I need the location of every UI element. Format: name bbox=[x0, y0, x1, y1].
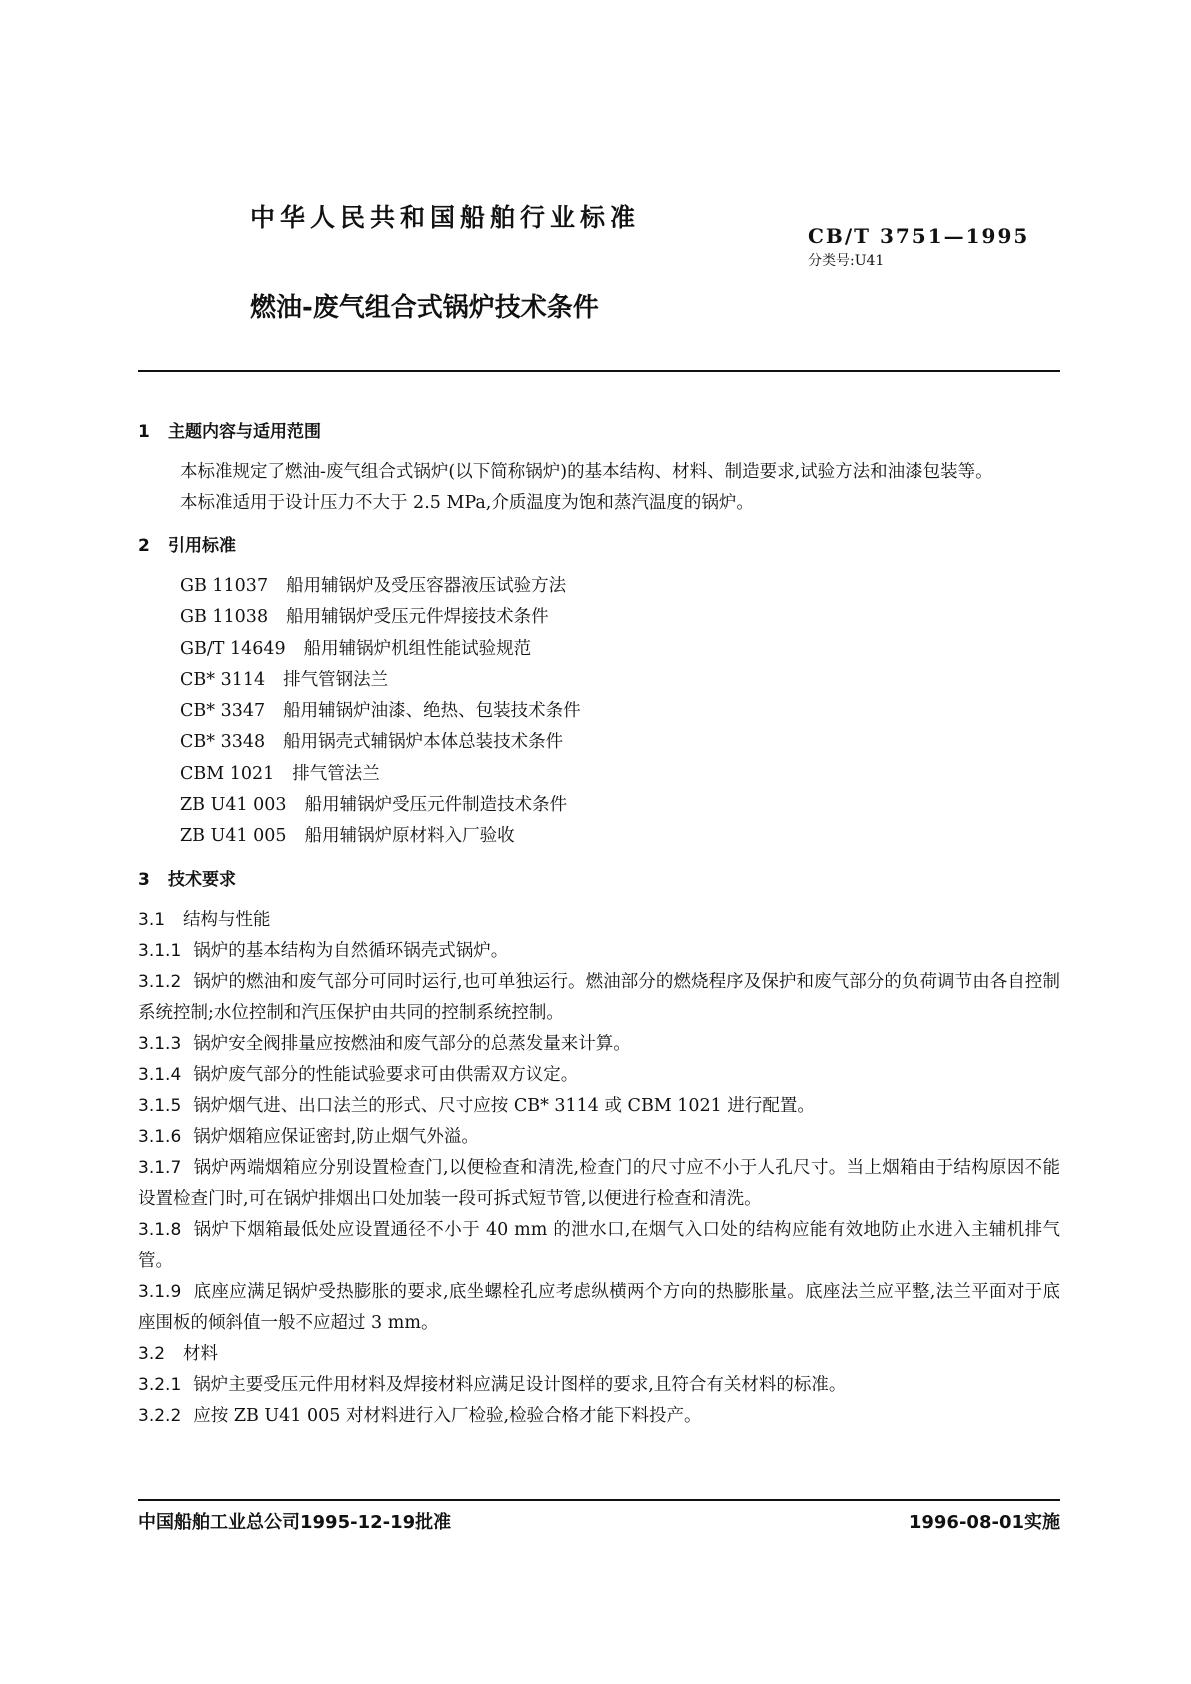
clause-text: 锅炉下烟箱最低处应设置通径不小于 40 mm 的泄水口,在烟气入口处的结构应能有效地防止水进入主辅机排气管。 bbox=[138, 1219, 1060, 1271]
section-title: 主题内容与适用范围 bbox=[168, 422, 321, 442]
clause bbox=[138, 1029, 1060, 1060]
reference-name: 船用辅锅炉机组性能试验规范 bbox=[303, 638, 532, 659]
section-scope bbox=[138, 418, 1060, 519]
clause-number: 3.1.9 bbox=[138, 1281, 182, 1302]
clause bbox=[138, 1091, 1060, 1122]
reference-name: 船用辅锅炉受压元件制造技术条件 bbox=[304, 795, 568, 816]
reference-item bbox=[180, 602, 1060, 633]
clause bbox=[138, 967, 1060, 1029]
reference-item bbox=[180, 571, 1060, 602]
reference-code: CB* 3348 bbox=[180, 732, 266, 753]
reference-item bbox=[180, 790, 1060, 821]
approval-date: 中国船舶工业总公司1995-12-19批准 bbox=[138, 1512, 452, 1533]
clause-text: 锅炉废气部分的性能试验要求可由供需双方议定。 bbox=[193, 1064, 579, 1085]
subsection-number: 3.2 bbox=[138, 1343, 166, 1364]
clause-number: 3.1.2 bbox=[138, 971, 182, 992]
reference-name: 船用辅锅炉油漆、绝热、包装技术条件 bbox=[283, 701, 581, 722]
reference-item bbox=[180, 759, 1060, 790]
document-title: 燃油-废气组合式锅炉技术条件 bbox=[250, 293, 599, 323]
clause-text: 应按 ZB U41 005 对材料进行入厂检验,检验合格才能下料投产。 bbox=[193, 1405, 702, 1426]
clause-text: 锅炉烟气进、出口法兰的形式、尺寸应按 CB* 3114 或 CBM 1021 进行配置。 bbox=[193, 1095, 815, 1116]
reference-code: ZB U41 005 bbox=[180, 826, 287, 847]
clause-text: 锅炉烟箱应保证密封,防止烟气外溢。 bbox=[193, 1126, 479, 1147]
document-body bbox=[138, 418, 1060, 1445]
section-references bbox=[138, 532, 1060, 853]
section-technical-requirements bbox=[138, 866, 1060, 1432]
clause bbox=[138, 1122, 1060, 1153]
clause-text: 锅炉的燃油和废气部分可同时运行,也可单独运行。燃油部分的燃烧程序及保护和废气部分的负荷调节由各自控制系统控制;水位控制和汽压保护由共同的控制系统控制。 bbox=[138, 971, 1060, 1023]
paragraph: 本标准规定了燃油-废气组合式锅炉(以下简称锅炉)的基本结构、材料、制造要求,试验方法和油漆包装等。 bbox=[180, 462, 993, 482]
section-heading bbox=[138, 866, 1060, 894]
reference-code: GB/T 14649 bbox=[180, 638, 286, 659]
clause-number: 3.1.7 bbox=[138, 1157, 182, 1178]
clause bbox=[138, 1153, 1060, 1215]
section-number: 2 bbox=[138, 536, 150, 556]
clause-number: 3.1.6 bbox=[138, 1126, 182, 1147]
header-divider bbox=[138, 370, 1060, 372]
reference-name: 船用辅锅炉及受压容器液压试验方法 bbox=[286, 576, 567, 596]
subsection-heading bbox=[138, 905, 1060, 936]
clause-number: 3.1.8 bbox=[138, 1219, 182, 1240]
clause bbox=[138, 936, 1060, 967]
section-heading bbox=[138, 532, 1060, 560]
subsection-title: 材料 bbox=[183, 1343, 219, 1364]
reference-list bbox=[138, 571, 1060, 853]
reference-name: 排气管法兰 bbox=[292, 763, 380, 784]
reference-name: 排气管钢法兰 bbox=[283, 669, 389, 690]
subsection-title: 结构与性能 bbox=[183, 909, 271, 930]
reference-item bbox=[180, 634, 1060, 665]
reference-code: GB 11037 bbox=[180, 576, 269, 596]
reference-code: GB 11038 bbox=[180, 607, 269, 628]
classification-number: 分类号:U41 bbox=[808, 253, 885, 269]
clause-number: 3.1.4 bbox=[138, 1064, 182, 1085]
clause-number: 3.1.1 bbox=[138, 940, 182, 961]
reference-item bbox=[180, 665, 1060, 696]
reference-item bbox=[180, 727, 1060, 758]
reference-name: 船用辅锅炉受压元件焊接技术条件 bbox=[286, 607, 549, 628]
clause-text: 锅炉的基本结构为自然循环锅壳式锅炉。 bbox=[193, 940, 509, 961]
section-title: 引用标准 bbox=[168, 536, 236, 556]
reference-name: 船用辅锅炉原材料入厂验收 bbox=[304, 826, 515, 847]
implementation-date: 1996-08-01实施 bbox=[908, 1512, 1060, 1533]
reference-name: 船用锅壳式辅锅炉本体总装技术条件 bbox=[283, 732, 564, 753]
section-number: 3 bbox=[138, 869, 150, 890]
clause-text: 锅炉两端烟箱应分别设置检查门,以便检查和清洗,检查门的尺寸应不小于人孔尺寸。当上烟箱由于结构原因不能设置检查门时,可在锅炉排烟出口处加装一段可拆式短节管,以便进行检查和清洗。 bbox=[138, 1157, 1060, 1209]
reference-code: CBM 1021 bbox=[180, 763, 275, 784]
reference-code: CB* 3347 bbox=[180, 701, 266, 722]
standard-code: CB/T 3751—1995 bbox=[808, 224, 1030, 248]
clause bbox=[138, 1401, 1060, 1432]
reference-item bbox=[180, 821, 1060, 852]
clause bbox=[138, 1370, 1060, 1401]
clause-number: 3.1.3 bbox=[138, 1033, 182, 1054]
paragraph: 本标准适用于设计压力不大于 2.5 MPa,介质温度为饱和蒸汽温度的锅炉。 bbox=[180, 493, 754, 513]
section-number: 1 bbox=[138, 422, 150, 442]
clause-text: 锅炉安全阀排量应按燃油和废气部分的总蒸发量来计算。 bbox=[193, 1033, 631, 1054]
subsection-number: 3.1 bbox=[138, 909, 166, 930]
footer-divider bbox=[138, 1499, 1060, 1501]
clause-text: 锅炉主要受压元件用材料及焊接材料应满足设计图样的要求,且符合有关材料的标准。 bbox=[193, 1374, 847, 1395]
reference-code: CB* 3114 bbox=[180, 669, 266, 690]
reference-item bbox=[180, 696, 1060, 727]
section-title: 技术要求 bbox=[168, 869, 236, 890]
clause bbox=[138, 1060, 1060, 1091]
section-heading bbox=[138, 418, 1060, 446]
clause bbox=[138, 1215, 1060, 1277]
clause-number: 3.2.2 bbox=[138, 1405, 182, 1426]
reference-code: ZB U41 003 bbox=[180, 795, 287, 816]
clause-text: 底座应满足锅炉受热膨胀的要求,底坐螺栓孔应考虑纵横两个方向的热膨胀量。底座法兰应平整,法兰平面对于底座围板的倾斜值一般不应超过 3 mm。 bbox=[138, 1281, 1060, 1333]
subsection-heading bbox=[138, 1339, 1060, 1370]
header-title: 中华人民共和国船舶行业标准 bbox=[250, 203, 641, 232]
clause-number: 3.1.5 bbox=[138, 1095, 182, 1116]
clause-number: 3.2.1 bbox=[138, 1374, 182, 1395]
clause bbox=[138, 1277, 1060, 1339]
